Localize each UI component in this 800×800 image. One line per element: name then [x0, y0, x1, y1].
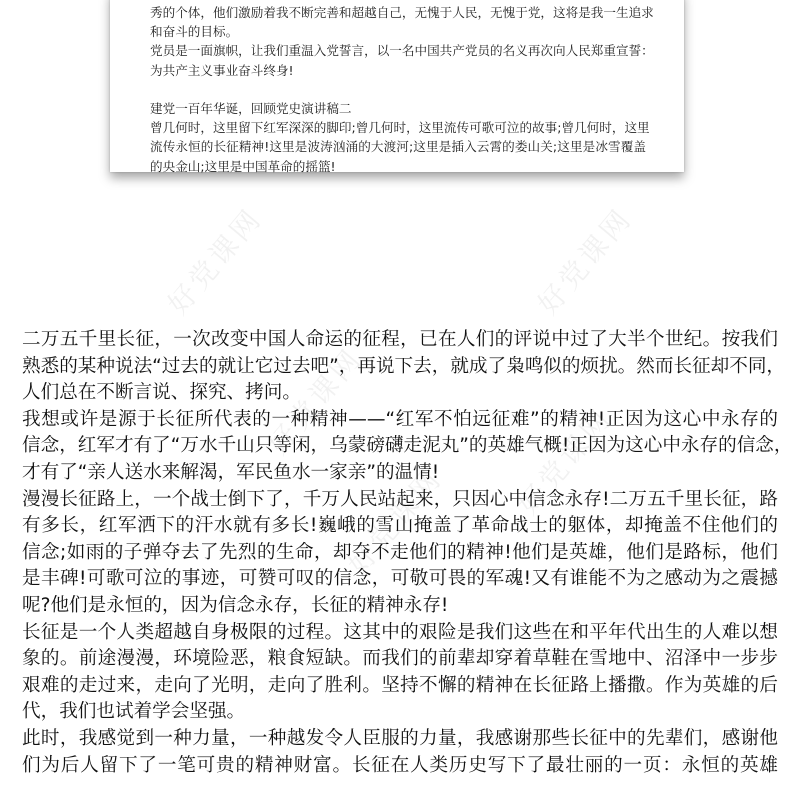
- text-line: 二万五千里长征，一次改变中国人命运的征程，已在人们的评说中过了大半个世纪。按我们: [22, 329, 778, 350]
- text-line: 流传永恒的长征精神!这里是波涛汹涌的大渡河;这里是插入云霄的娄山关;这里是冰雪覆盖: [150, 139, 646, 155]
- text-line: 人们总在不断言说、探究、拷问。: [22, 382, 301, 404]
- text-line: 我想或许是源于长征所代表的一种精神——“红军不怕远征难”的精神!正因为这心中永存的: [22, 408, 778, 430]
- text-line: [150, 80, 646, 99]
- text-line: 是丰碑!可歌可泣的事迹，可赞可叹的信念，可敬可畏的军魂!又有谁能不为之感动为之震撼: [22, 568, 778, 590]
- text-line: 建党一百年华诞，回顾党史演讲稿二: [150, 100, 352, 116]
- watermark: 好党课网: [161, 201, 269, 321]
- text-line: 此时，我感觉到一种力量，一种越发令人臣服的力量，我感谢那些长征中的先辈们，感谢他: [22, 727, 778, 749]
- text-line: 曾几何时，这里留下红军深深的脚印;曾几何时，这里流传可歌可泣的故事;曾几何时，这里: [150, 120, 650, 136]
- text-line: 才有了“亲人送水来解渴，军民鱼水一家亲”的温情!: [22, 461, 440, 483]
- document-page-preview: [110, 0, 684, 172]
- text-line: 秀的个体，他们激励着我不断完善和超越自己，无愧于人民，无愧于党，这将是我一生追求: [150, 5, 654, 20]
- text-line: 信念;如雨的子弹夺去了先烈的生命，却夺不走他们的精神!他们是英雄，他们是路标，他们: [22, 541, 778, 563]
- text-line: 的央金山;这里是中国革命的摇篮!: [150, 158, 336, 174]
- text-line: 信念，红军才有了“万水千山只等闲，乌蒙磅礴走泥丸”的英雄气概!正因为这心中永存的信念，: [22, 435, 793, 457]
- document-body-text: [22, 327, 793, 779]
- text-line: 熟悉的某种说法“过去的就让它过去吧”，再说下去，就成了枭鸣似的烦扰。然而长征却不同，: [22, 355, 786, 377]
- page-preview-text: [150, 3, 654, 176]
- text-line: 艰难的走过来，走向了光明，走向了胜利。坚持不懈的精神在长征路上播撒。作为英雄的后: [22, 674, 778, 696]
- text-line: 呢?他们是永恒的，因为信念永存，长征的精神永存!: [22, 594, 449, 616]
- text-line: 漫漫长征路上，一个战士倒下了，千万人民站起来，只因心中信念永存!二万五千里长征，路: [22, 488, 778, 510]
- text-line: 长征是一个人类超越自身极限的过程。这其中的艰险是我们这些在和平年代出生的人难以想: [22, 621, 778, 643]
- text-line: 有多长，红军洒下的汗水就有多长!巍峨的雪山掩盖了革命战士的躯体，却掩盖不住他们的: [22, 515, 778, 537]
- text-line: 们为后人留下了一笔可贵的精神财富。长征在人类历史写下了最壮丽的一页：永恒的英雄: [22, 754, 778, 776]
- text-line: 为共产主义事业奋斗终身!: [150, 62, 294, 78]
- watermark: 好党课网: [261, 341, 369, 461]
- text-line: 代，我们也试着学会坚强。: [22, 701, 246, 723]
- watermark: 好党课网: [511, 401, 619, 521]
- watermark: 好党课网: [341, 461, 449, 581]
- text-line: 和奋斗的目标。: [150, 24, 239, 40]
- text-line: 党员是一面旗帜，让我们重温入党誓言，以一名中国共产党员的名义再次向人民郑重宣誓：: [150, 43, 654, 59]
- watermark: 好党课网: [531, 201, 639, 321]
- text-line: 象的。前途漫漫，环境险恶，粮食短缺。而我们的前辈却穿着草鞋在雪地中、沼泽中一步步: [22, 648, 778, 670]
